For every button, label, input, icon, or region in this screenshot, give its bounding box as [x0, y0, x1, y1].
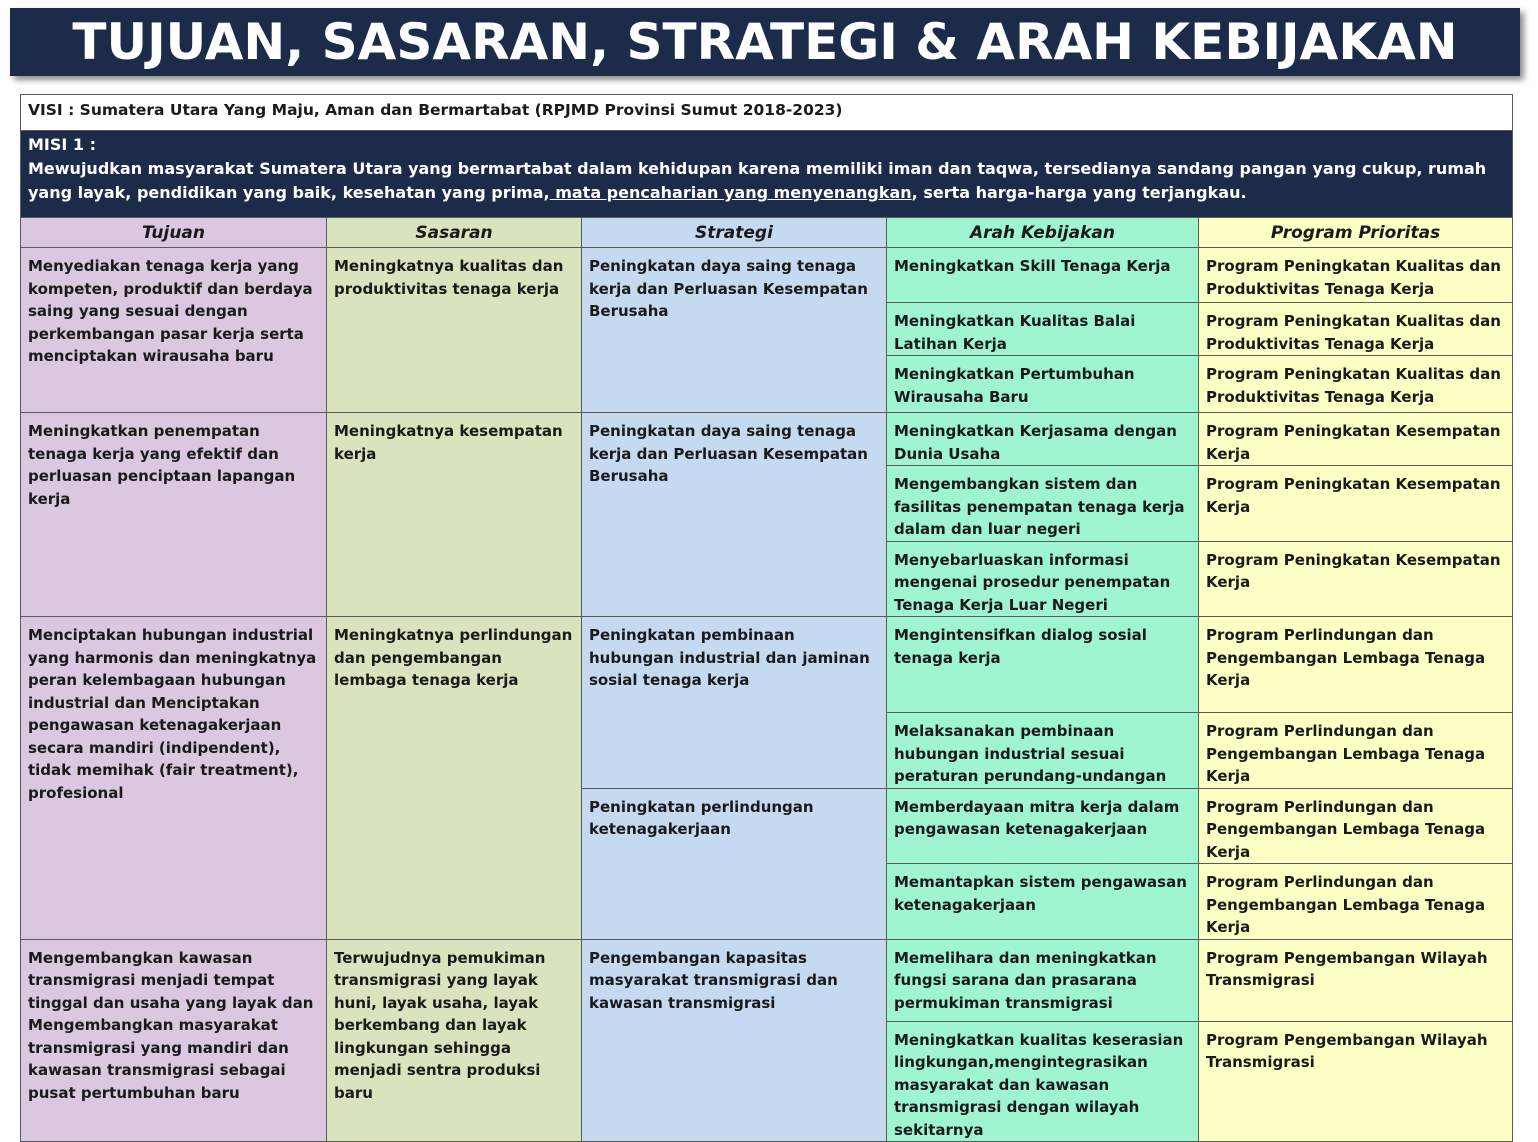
program-prioritas-cell: Program Pengembangan Wilayah Transmigrasi	[1199, 939, 1513, 1021]
strategi-cell: Pengembangan kapasitas masyarakat transmigrasi dan kawasan transmigrasi	[582, 939, 887, 1142]
header-row	[21, 218, 1513, 248]
misi-label: MISI 1 :	[28, 135, 97, 154]
arah-kebijakan-cell: Meningkatkan Kualitas Balai Latihan Kerja	[887, 303, 1199, 356]
program-prioritas-cell: Program Perlindungan dan Pengembangan Lembaga Tenaga Kerja	[1199, 788, 1513, 864]
sasaran-cell: Meningkatnya perlindungan dan pengembangan lembaga tenaga kerja	[327, 617, 582, 940]
program-prioritas-cell: Program Pengembangan Wilayah Transmigrasi	[1199, 1021, 1513, 1142]
misi-row	[21, 131, 1513, 218]
title-banner	[10, 8, 1520, 76]
misi-block	[21, 131, 1513, 218]
tujuan-cell: Menciptakan hubungan industrial yang harmonis dan meningkatnya peran kelembagaan hubungan industrial dan Menciptakan pengawasan ketenagakerjaan secara mandiri (indipendent), tidak memihak (fair treatment), profesional	[21, 617, 327, 940]
header-program-prioritas: Program Prioritas	[1199, 218, 1513, 248]
table-row	[21, 413, 1513, 466]
sasaran-cell: Meningkatnya kualitas dan produktivitas tenaga kerja	[327, 248, 582, 413]
program-prioritas-cell: Program Perlindungan dan Pengembangan Lembaga Tenaga Kerja	[1199, 713, 1513, 789]
tujuan-cell: Menyediakan tenaga kerja yang kompeten, produktif dan berdaya saing yang sesuai dengan perkembangan pasar kerja serta menciptakan wirausaha baru	[21, 248, 327, 413]
policy-table	[20, 94, 1513, 1142]
program-prioritas-cell: Program Peningkatan Kesempatan Kerja	[1199, 466, 1513, 542]
strategi-cell: Peningkatan daya saing tenaga kerja dan Perluasan Kesempatan Berusaha	[582, 248, 887, 413]
program-prioritas-cell: Program Peningkatan Kualitas dan Produktivitas Tenaga Kerja	[1199, 248, 1513, 303]
arah-kebijakan-cell: Memantapkan sistem pengawasan ketenagakerjaan	[887, 864, 1199, 940]
visi-text: VISI : Sumatera Utara Yang Maju, Aman dan Bermartabat (RPJMD Provinsi Sumut 2018-2023)	[21, 95, 1513, 131]
header-arah-kebijakan: Arah Kebijakan	[887, 218, 1199, 248]
misi-text-underlined: mata pencaharian yang menyenangkan	[549, 183, 912, 202]
arah-kebijakan-cell: Menyebarluaskan informasi mengenai prosedur penempatan Tenaga Kerja Luar Negeri	[887, 541, 1199, 617]
program-prioritas-cell: Program Peningkatan Kualitas dan Produktivitas Tenaga Kerja	[1199, 356, 1513, 413]
table-row	[21, 248, 1513, 303]
program-prioritas-cell: Program Perlindungan dan Pengembangan Lembaga Tenaga Kerja	[1199, 617, 1513, 713]
arah-kebijakan-cell: Meningkatkan Kerjasama dengan Dunia Usaha	[887, 413, 1199, 466]
strategi-cell: Peningkatan daya saing tenaga kerja dan Perluasan Kesempatan Berusaha	[582, 413, 887, 617]
header-sasaran: Sasaran	[327, 218, 582, 248]
table-row	[21, 939, 1513, 1021]
arah-kebijakan-cell: Meningkatkan Skill Tenaga Kerja	[887, 248, 1199, 303]
arah-kebijakan-cell: Memberdayaan mitra kerja dalam pengawasan ketenagakerjaan	[887, 788, 1199, 864]
table-row	[21, 617, 1513, 713]
header-strategi: Strategi	[582, 218, 887, 248]
arah-kebijakan-cell: Meningkatkan kualitas keserasian lingkungan,mengintegrasikan masyarakat dan kawasan transmigrasi dengan wilayah sekitarnya	[887, 1021, 1199, 1142]
strategi-cell: Peningkatan pembinaan hubungan industrial dan jaminan sosial tenaga kerja	[582, 617, 887, 789]
misi-text: Mewujudkan masyarakat Sumatera Utara yang bermartabat dalam kehidupan karena memiliki iman dan taqwa, tersedianya sandang pangan yang cukup, rumah yang layak, pendidikan yang baik, kesehatan yang prima,	[28, 159, 1487, 202]
arah-kebijakan-cell: Melaksanakan pembinaan hubungan industrial sesuai peraturan perundang-undangan	[887, 713, 1199, 789]
table-body	[21, 95, 1513, 1142]
tujuan-cell: Meningkatkan penempatan tenaga kerja yang efektif dan perluasan penciptaan lapangan kerja	[21, 413, 327, 617]
header-tujuan: Tujuan	[21, 218, 327, 248]
program-prioritas-cell: Program Perlindungan dan Pengembangan Lembaga Tenaga Kerja	[1199, 864, 1513, 940]
program-prioritas-cell: Program Peningkatan Kesempatan Kerja	[1199, 541, 1513, 617]
sasaran-cell: Meningkatnya kesempatan kerja	[327, 413, 582, 617]
program-prioritas-cell: Program Peningkatan Kualitas dan Produktivitas Tenaga Kerja	[1199, 303, 1513, 356]
program-prioritas-cell: Program Peningkatan Kesempatan Kerja	[1199, 413, 1513, 466]
arah-kebijakan-cell: Memelihara dan meningkatkan fungsi sarana dan prasarana permukiman transmigrasi	[887, 939, 1199, 1021]
misi-text-end: , serta harga-harga yang terjangkau.	[911, 183, 1247, 202]
arah-kebijakan-cell: Meningkatkan Pertumbuhan Wirausaha Baru	[887, 356, 1199, 413]
strategi-cell: Peningkatan perlindungan ketenagakerjaan	[582, 788, 887, 939]
visi-row	[21, 95, 1513, 131]
sasaran-cell: Terwujudnya pemukiman transmigrasi yang layak huni, layak usaha, layak berkembang dan layak lingkungan sehingga menjadi sentra produksi baru	[327, 939, 582, 1142]
arah-kebijakan-cell: Mengembangkan sistem dan fasilitas penempatan tenaga kerja dalam dan luar negeri	[887, 466, 1199, 542]
page-title: TUJUAN, SASARAN, STRATEGI & ARAH KEBIJAKAN	[72, 13, 1458, 71]
arah-kebijakan-cell: Mengintensifkan dialog sosial tenaga kerja	[887, 617, 1199, 713]
tujuan-cell: Mengembangkan kawasan transmigrasi menjadi tempat tinggal dan usaha yang layak dan Mengembangkan masyarakat transmigrasi yang mandiri dan kawasan transmigrasi sebagai pusat pertumbuhan baru	[21, 939, 327, 1142]
